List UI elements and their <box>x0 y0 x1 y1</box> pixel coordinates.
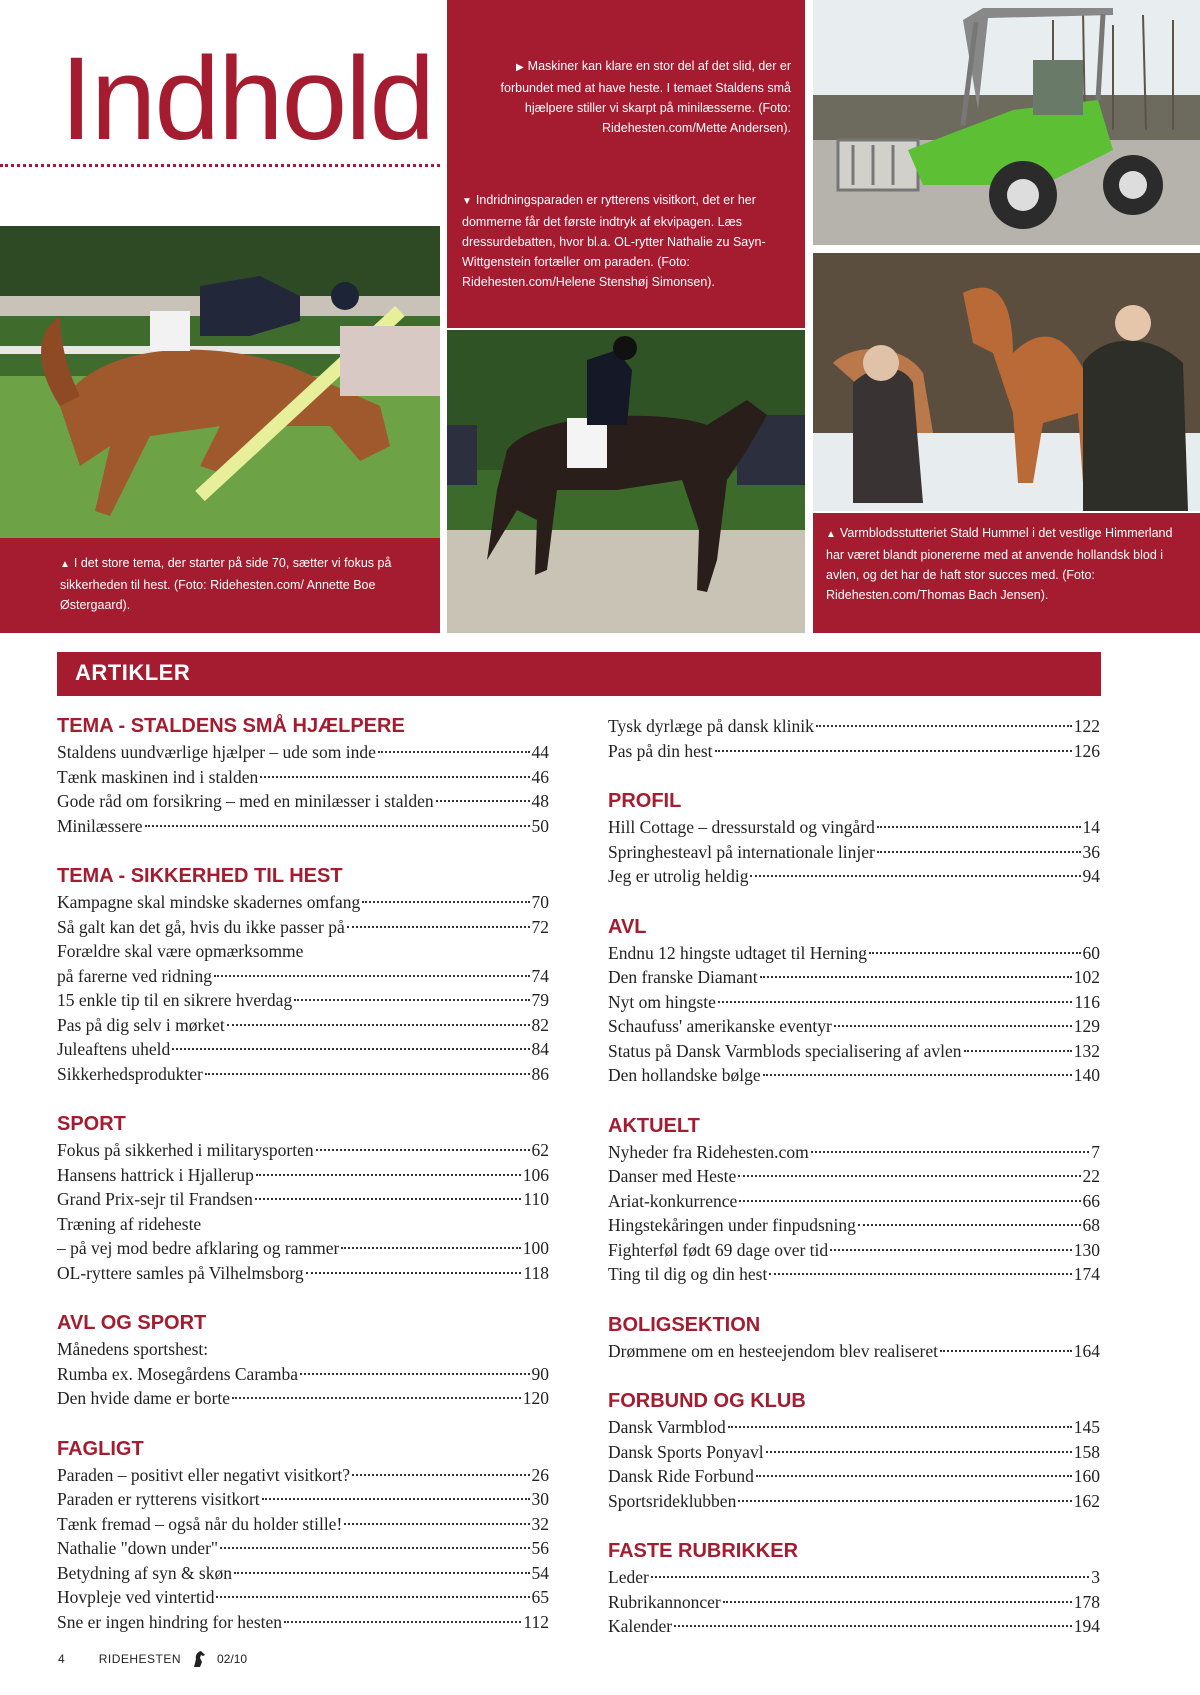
dot-leader <box>306 1272 522 1274</box>
toc-entry[interactable] <box>57 1585 549 1610</box>
toc-entry[interactable] <box>608 1238 1100 1263</box>
toc-entry[interactable] <box>57 1013 549 1038</box>
toc-entry[interactable] <box>57 1138 549 1163</box>
toc-entry-page: 36 <box>1082 841 1100 862</box>
dot-leader <box>234 1572 530 1574</box>
dot-leader <box>760 976 1072 978</box>
section-heading: AVL <box>608 915 647 938</box>
toc-entry-title: Rumba ex. Mosegårdens Caramba <box>57 1363 299 1384</box>
toc-entry-title: Hill Cottage – dressurstald og vingård <box>608 817 875 837</box>
toc-entry-page: 7 <box>1091 1141 1100 1162</box>
dot-leader <box>255 1198 522 1200</box>
toc-entry-page: 70 <box>531 892 549 912</box>
toc-entry[interactable] <box>608 1213 1100 1238</box>
toc-entry-title: Gode råd om forsikring – med en minilæsser i stalden <box>57 791 434 811</box>
photo-stud-farm <box>813 253 1200 511</box>
toc-entry[interactable] <box>608 1164 1100 1189</box>
toc-entry[interactable] <box>608 941 1100 966</box>
toc-entry-page: 102 <box>1073 967 1100 987</box>
toc-entry-page: 26 <box>531 1464 549 1485</box>
toc-entry-title: Ting til dig og din hest <box>608 1264 768 1284</box>
dot-leader <box>738 1500 1071 1502</box>
dot-leader <box>763 1074 1072 1076</box>
section-heading: FASTE RUBRIKKER <box>608 1540 799 1562</box>
caption-top-center <box>466 56 791 138</box>
articles-column-right <box>608 714 1100 1665</box>
article-section <box>57 864 549 1086</box>
toc-entry-title: OL-ryttere samles på Vilhelmsborg <box>57 1262 304 1283</box>
toc-entry-title: Drømmene om en hesteejendom blev realiseret <box>608 1340 938 1361</box>
caption-bottom-left <box>60 553 412 615</box>
toc-entry-page: 84 <box>531 1039 549 1059</box>
section-heading: FAGLIGT <box>57 1437 144 1460</box>
toc-entry[interactable] <box>608 1262 1100 1287</box>
toc-entry-page: 86 <box>531 1063 549 1084</box>
toc-entry-title: Schaufuss' amerikanske eventyr <box>608 1016 832 1036</box>
section-heading: FORBUND OG KLUB <box>608 1390 806 1412</box>
articles-column-left <box>57 714 549 1660</box>
dot-leader <box>964 1050 1072 1052</box>
dot-leader <box>227 1024 530 1026</box>
toc-entry-title: Paraden er rytterens visitkort <box>57 1489 260 1509</box>
toc-entry-page: 50 <box>531 815 549 836</box>
toc-entry-page: 54 <box>531 1562 549 1583</box>
toc-entry-title: Tysk dyrlæge på dansk klinik <box>608 716 814 736</box>
toc-entry-title: Minilæssere <box>57 815 143 836</box>
toc-entry[interactable] <box>57 1386 549 1411</box>
horse-logo-icon <box>191 1650 207 1668</box>
toc-entry-page: 14 <box>1082 817 1100 837</box>
section-heading: BOLIGSEKTION <box>608 1313 761 1336</box>
toc-entry-title: Hingstekåringen under finpudsning <box>608 1215 856 1235</box>
toc-entry[interactable] <box>57 1536 549 1561</box>
toc-entry-title: Springhesteavl på internationale linjer <box>608 841 875 862</box>
toc-entry[interactable] <box>608 1565 1100 1590</box>
dot-leader <box>436 800 530 802</box>
toc-entry-title: Så galt kan det gå, hvis du ikke passer på <box>57 916 345 937</box>
toc-entry-page: 90 <box>531 1363 549 1384</box>
toc-entry-page: 118 <box>523 1262 549 1283</box>
photo-minilaesser <box>813 0 1200 245</box>
dot-leader <box>718 1001 1072 1003</box>
section-heading: SPORT <box>57 1113 126 1135</box>
toc-entry-title: Grand Prix-sejr til Frandsen <box>57 1189 253 1209</box>
title-divider <box>0 164 440 167</box>
toc-entry-title: Danser med Heste <box>608 1166 737 1186</box>
toc-entry[interactable] <box>608 1415 1100 1440</box>
dot-leader <box>877 826 1081 828</box>
toc-entry-title: Månedens sportshest: <box>57 1339 209 1359</box>
toc-entry-title: Jeg er utrolig heldig <box>608 866 749 886</box>
caption-text: I det store tema, der starter på side 70, sætter vi fokus på sikkerheden til hest. (Foto: Ridehesten.com/ Annette Boe Østergaard). <box>60 556 392 612</box>
dot-leader <box>220 1547 529 1549</box>
toc-entry[interactable] <box>57 1487 549 1512</box>
caption-text: Indridningsparaden er rytterens visitkort, det er her dommerne får det første indtryk af ekvipagen. Læs dressurdebatten, hvor bl.a. OL-rytter Nathalie zu Sayn-Wittgenstein fortæller om paraden. (Foto: Ridehesten.com/Helene Stenshøj Simonsen). <box>462 193 766 289</box>
arrow-up-icon: ▲ <box>826 529 836 540</box>
toc-entry-page: 68 <box>1082 1215 1100 1235</box>
toc-entry-page: 100 <box>522 1238 549 1258</box>
dot-leader <box>232 1397 521 1399</box>
dot-leader <box>256 1174 521 1176</box>
toc-entry-title: Betydning af syn & skøn <box>57 1562 232 1583</box>
toc-entry-page: 130 <box>1073 1239 1100 1260</box>
article-section <box>57 714 549 838</box>
article-section <box>608 1313 1100 1364</box>
toc-entry[interactable] <box>608 1063 1100 1088</box>
toc-entry-title: Nyt om hingste <box>608 991 716 1012</box>
toc-entry-page: 116 <box>1074 991 1100 1012</box>
toc-entry-page: 106 <box>522 1164 549 1185</box>
toc-entry[interactable] <box>57 890 549 915</box>
toc-entry-title: Staldens uundværlige hjælper – ude som inde <box>57 742 376 762</box>
toc-entry-page: 46 <box>531 766 549 787</box>
toc-entry-page: 48 <box>531 791 549 811</box>
toc-entry-title: Dansk Varmblod <box>608 1417 726 1437</box>
caption-text: Maskiner kan klare en stor del af det slid, der er forbundet med at have heste. I temaet Staldens små hjælpere stiller vi skarpt på minilæsserne. (Foto: Ridehesten.com/Mette Andersen). <box>500 59 791 135</box>
toc-entry-page: 120 <box>522 1388 549 1408</box>
toc-entry-title: Juleaftens uheld <box>57 1039 171 1059</box>
toc-entry[interactable] <box>608 1339 1100 1364</box>
dot-leader <box>294 999 529 1001</box>
toc-entry-title: Hovpleje ved vintertid <box>57 1587 215 1607</box>
toc-entry[interactable] <box>608 864 1100 889</box>
toc-entry[interactable] <box>608 714 1100 739</box>
toc-entry-page: 162 <box>1073 1490 1100 1511</box>
toc-entry-title: Dansk Ride Forbund <box>608 1466 754 1486</box>
toc-entry-title: Tænk fremad – også når du holder stille! <box>57 1513 343 1534</box>
article-section <box>608 789 1100 889</box>
toc-entry-title: Den franske Diamant <box>608 967 758 987</box>
toc-entry-title: Sne er ingen hindring for hesten <box>57 1611 283 1632</box>
toc-entry-title: Pas på dig selv i mørket <box>57 1014 225 1035</box>
toc-entry-title: Endnu 12 hingste udtaget til Herning <box>608 942 868 963</box>
toc-entry-page: 129 <box>1073 1016 1100 1036</box>
toc-entry-title: Pas på din hest <box>608 740 713 761</box>
toc-entry[interactable] <box>57 789 549 814</box>
toc-entry[interactable] <box>608 739 1100 764</box>
dot-leader <box>728 1426 1072 1428</box>
articles-heading: ARTIKLER <box>57 652 1101 696</box>
toc-entry[interactable] <box>608 1440 1100 1465</box>
toc-entry[interactable] <box>608 990 1100 1015</box>
toc-entry-title: Fokus på sikkerhed i militarysporten <box>57 1140 314 1160</box>
dot-leader <box>877 851 1081 853</box>
article-section <box>57 1437 549 1635</box>
toc-entry[interactable] <box>57 939 549 964</box>
dot-leader <box>816 725 1072 727</box>
toc-entry-title: Den hvide dame er borte <box>57 1388 230 1408</box>
toc-entry[interactable] <box>57 814 549 839</box>
toc-entry[interactable] <box>608 1464 1100 1489</box>
dot-leader <box>651 1576 1089 1578</box>
toc-entry-page: 30 <box>531 1489 549 1509</box>
toc-entry-page: 122 <box>1073 716 1100 736</box>
toc-entry-page: 22 <box>1082 1166 1100 1186</box>
article-section <box>57 1311 549 1411</box>
toc-entry[interactable] <box>608 1189 1100 1214</box>
toc-entry[interactable] <box>57 1163 549 1188</box>
dot-leader <box>344 1523 529 1525</box>
toc-entry[interactable] <box>608 965 1100 990</box>
dot-leader <box>214 975 530 977</box>
toc-entry-title: Den hollandske bølge <box>608 1065 761 1085</box>
toc-entry[interactable] <box>608 1614 1100 1639</box>
issue-number: 02/10 <box>217 1652 248 1666</box>
toc-entry[interactable] <box>608 1140 1100 1165</box>
toc-entry-page: 174 <box>1073 1264 1100 1284</box>
dot-leader <box>756 1475 1072 1477</box>
dot-leader <box>750 875 1080 877</box>
toc-entry-title: Nathalie "down under" <box>57 1538 219 1558</box>
toc-entry[interactable] <box>57 915 549 940</box>
article-section <box>608 1389 1100 1513</box>
toc-entry[interactable] <box>57 1236 549 1261</box>
toc-entry-title: Sikkerhedsprodukter <box>57 1063 203 1084</box>
toc-entry-page: 140 <box>1073 1065 1100 1085</box>
dot-leader <box>869 952 1080 954</box>
dot-leader <box>739 1200 1080 1202</box>
toc-entry-title: – på vej mod bedre afklaring og rammer <box>57 1238 340 1258</box>
dot-leader <box>216 1596 529 1598</box>
toc-entry[interactable] <box>608 815 1100 840</box>
toc-entry-title: Dansk Sports Ponyavl <box>608 1441 764 1462</box>
section-heading: TEMA - STALDENS SMÅ HJÆLPERE <box>57 715 405 737</box>
toc-entry-title: Status på Dansk Varmblods specialisering af avlen <box>608 1040 962 1061</box>
dot-leader <box>738 1175 1080 1177</box>
toc-entry-page: 56 <box>531 1538 549 1558</box>
toc-entry-title: Forældre skal være opmærksomme <box>57 941 304 961</box>
toc-entry-title: Nyheder fra Ridehesten.com <box>608 1141 809 1162</box>
toc-entry-title: Kampagne skal mindske skadernes omfang <box>57 892 361 912</box>
toc-entry-page: 62 <box>531 1140 549 1160</box>
toc-entry-page: 82 <box>531 1014 549 1035</box>
section-heading: AVL OG SPORT <box>57 1312 207 1334</box>
toc-entry-page: 160 <box>1073 1466 1100 1486</box>
magazine-name: RIDEHESTEN <box>98 1652 182 1666</box>
toc-entry[interactable] <box>608 840 1100 865</box>
page-number: 4 <box>58 1652 65 1666</box>
page-title: Indhold <box>60 33 434 165</box>
toc-entry-title: Fighterføl født 69 dage over tid <box>608 1239 829 1260</box>
toc-entry[interactable] <box>57 1561 549 1586</box>
toc-entry[interactable] <box>57 1037 549 1062</box>
dot-leader <box>674 1625 1072 1627</box>
toc-entry-page: 72 <box>531 916 549 937</box>
section-heading: TEMA - SIKKERHED TIL HEST <box>57 865 343 887</box>
dot-leader <box>834 1025 1072 1027</box>
caption-middle-center <box>462 190 792 292</box>
toc-entry[interactable] <box>57 1062 549 1087</box>
photo-showjumping <box>0 226 440 538</box>
toc-entry[interactable] <box>608 1014 1100 1039</box>
arrow-up-icon: ▲ <box>60 559 70 570</box>
dot-leader <box>205 1073 530 1075</box>
dot-leader <box>858 1224 1081 1226</box>
toc-entry-page: 110 <box>523 1189 549 1209</box>
dot-leader <box>347 926 530 928</box>
dot-leader <box>316 1149 530 1151</box>
toc-entry-page: 194 <box>1073 1616 1100 1636</box>
toc-entry[interactable] <box>57 765 549 790</box>
toc-entry-page: 145 <box>1073 1417 1100 1437</box>
caption-bottom-right <box>826 523 1181 605</box>
dot-leader <box>811 1151 1090 1153</box>
toc-entry-title: på farerne ved ridning <box>57 965 212 986</box>
dot-leader <box>940 1350 1072 1352</box>
article-section <box>608 1114 1100 1287</box>
dot-leader <box>378 751 530 753</box>
toc-entry-title: Tænk maskinen ind i stalden <box>57 766 259 787</box>
toc-entry[interactable] <box>57 1512 549 1537</box>
toc-entry-title: Paraden – positivt eller negativt visitkort? <box>57 1464 351 1485</box>
toc-entry[interactable] <box>57 988 549 1013</box>
toc-entry[interactable] <box>57 1362 549 1387</box>
toc-entry-title: Sportsrideklubben <box>608 1490 737 1511</box>
toc-entry[interactable] <box>57 740 549 765</box>
toc-entry[interactable] <box>57 1261 549 1286</box>
toc-entry-page: 44 <box>531 742 549 762</box>
article-section <box>608 714 1100 763</box>
section-heading: AKTUELT <box>608 1114 700 1137</box>
toc-entry-page: 60 <box>1082 942 1100 963</box>
toc-entry-page: 66 <box>1082 1190 1100 1211</box>
toc-entry-page: 65 <box>531 1587 549 1607</box>
dot-leader <box>362 901 529 903</box>
dot-leader <box>723 1601 1072 1603</box>
toc-entry-title: Træning af rideheste <box>57 1213 202 1234</box>
dot-leader <box>769 1273 1071 1275</box>
article-section <box>608 915 1100 1088</box>
toc-entry-title: Kalender <box>608 1616 673 1636</box>
toc-entry-title: Hansens hattrick i Hjallerup <box>57 1164 254 1185</box>
dot-leader <box>341 1247 520 1249</box>
toc-entry-page: 79 <box>531 990 549 1010</box>
photo-dressage <box>447 330 805 633</box>
toc-entry-title: Rubrikannoncer <box>608 1591 721 1612</box>
toc-entry-page: 132 <box>1073 1040 1100 1061</box>
toc-entry-page: 126 <box>1073 740 1100 761</box>
dot-leader <box>262 1498 530 1500</box>
toc-entry[interactable] <box>57 1337 549 1362</box>
page-footer <box>58 1650 247 1668</box>
toc-entry-page: 164 <box>1073 1340 1100 1361</box>
dot-leader <box>284 1621 521 1623</box>
dot-leader <box>300 1373 529 1375</box>
caption-text: Varmblodsstutteriet Stald Hummel i det vestlige Himmerland har været blandt pionererne med at anvende hollandsk blod i avlen, og det har de haft stor succes med. (Foto: Ridehesten.com/Thomas Bach Jensen). <box>826 526 1173 602</box>
toc-entry-title: 15 enkle tip til en sikrere hverdag <box>57 990 293 1010</box>
arrow-right-icon: ▶ <box>515 62 524 73</box>
dot-leader <box>172 1048 529 1050</box>
dot-leader <box>766 1451 1072 1453</box>
dot-leader <box>830 1249 1072 1251</box>
toc-entry[interactable] <box>57 964 549 989</box>
toc-entry[interactable] <box>57 1463 549 1488</box>
dot-leader <box>352 1474 529 1476</box>
toc-entry[interactable] <box>608 1489 1100 1514</box>
toc-entry-title: Ariat-konkurrence <box>608 1190 738 1211</box>
dot-leader <box>715 750 1072 752</box>
toc-entry-page: 32 <box>531 1513 549 1534</box>
toc-entry-page: 178 <box>1073 1591 1100 1612</box>
toc-entry-page: 158 <box>1073 1441 1100 1462</box>
toc-entry[interactable] <box>57 1212 549 1237</box>
toc-entry-page: 94 <box>1082 866 1100 886</box>
toc-entry-title: Leder <box>608 1567 649 1587</box>
section-heading: PROFIL <box>608 790 682 812</box>
toc-entry-page: 112 <box>523 1611 549 1632</box>
toc-entry[interactable] <box>57 1187 549 1212</box>
toc-entry-page: 74 <box>531 965 549 986</box>
dot-leader <box>145 825 530 827</box>
toc-entry[interactable] <box>608 1590 1100 1615</box>
toc-entry[interactable] <box>57 1610 549 1635</box>
arrow-down-icon: ▼ <box>462 196 472 207</box>
article-section <box>57 1112 549 1285</box>
toc-entry[interactable] <box>608 1039 1100 1064</box>
article-section <box>608 1539 1100 1639</box>
toc-entry-page: 3 <box>1091 1567 1100 1587</box>
dot-leader <box>260 776 529 778</box>
